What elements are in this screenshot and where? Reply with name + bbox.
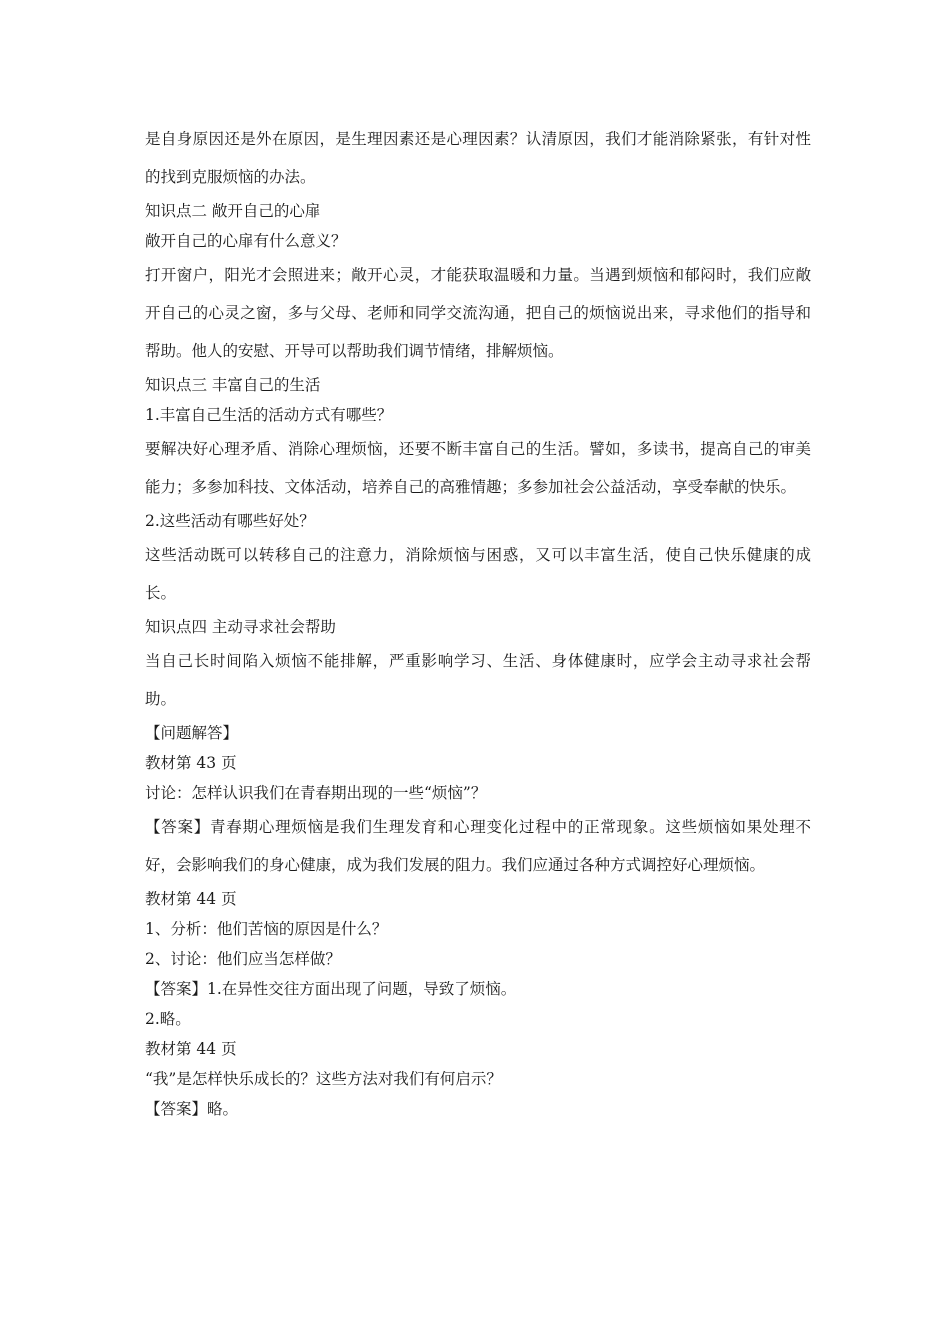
question-text: 2.这些活动有哪些好处？ [145,512,315,530]
textbook-page-ref: 教材第 44 页 [145,1040,237,1058]
qa-section-title: 【问题解答】 [145,724,239,742]
question-text: 2、讨论：他们应当怎样做？ [145,950,341,968]
answer-paragraph: 【答案】1.在异性交往方面出现了问题，导致了烦恼。 [145,980,517,998]
question-text: “我”是怎样快乐成长的？这些方法对我们有何启示？ [145,1070,502,1088]
body-paragraph: 要解决好心理矛盾、消除心理烦恼，还要不断丰富自己的生活。譬如，多读书，提高自己的审美能力；多参加科技、文体活动，培养自己的高雅情趣；多参加社会公益活动，享受奉献的快乐。 [145,440,811,496]
question-text: 敞开自己的心扉有什么意义？ [145,232,347,250]
question-text: 1、分析：他们苦恼的原因是什么？ [145,920,388,938]
textbook-page-ref: 教材第 44 页 [145,890,237,908]
answer-paragraph: 2.略。 [145,1010,191,1028]
section-heading: 知识点四 主动寻求社会帮助 [145,618,336,636]
body-paragraph: 是自身原因还是外在原因，是生理因素还是心理因素？认清原因，我们才能消除紧张，有针对性的找到克服烦恼的办法。 [145,130,811,186]
section-heading: 知识点三 丰富自己的生活 [145,376,321,394]
body-paragraph: 打开窗户，阳光才会照进来；敞开心灵，才能获取温暖和力量。当遇到烦恼和郁闷时，我们应敞开自己的心灵之窗，多与父母、老师和同学交流沟通，把自己的烦恼说出来，寻求他们的指导和帮助。他人的安慰、开导可以帮助我们调节情绪，排解烦恼。 [145,266,811,360]
section-heading: 知识点二 敞开自己的心扉 [145,202,321,220]
body-paragraph: 这些活动既可以转移自己的注意力，消除烦恼与困惑，又可以丰富生活，使自己快乐健康的成长。 [145,546,811,602]
document-body [145,123,811,1124]
textbook-page-ref: 教材第 43 页 [145,754,237,772]
question-text: 讨论：怎样认识我们在青春期出现的一些“烦恼”？ [145,784,487,802]
question-text: 1.丰富自己生活的活动方式有哪些？ [145,406,393,424]
body-paragraph: 当自己长时间陷入烦恼不能排解，严重影响学习、生活、身体健康时，应学会主动寻求社会帮助。 [145,652,811,708]
answer-paragraph: 【答案】青春期心理烦恼是我们生理发育和心理变化过程中的正常现象。这些烦恼如果处理不好，会影响我们的身心健康，成为我们发展的阻力。我们应通过各种方式调控好心理烦恼。 [145,818,811,874]
answer-paragraph: 【答案】略。 [145,1100,239,1118]
